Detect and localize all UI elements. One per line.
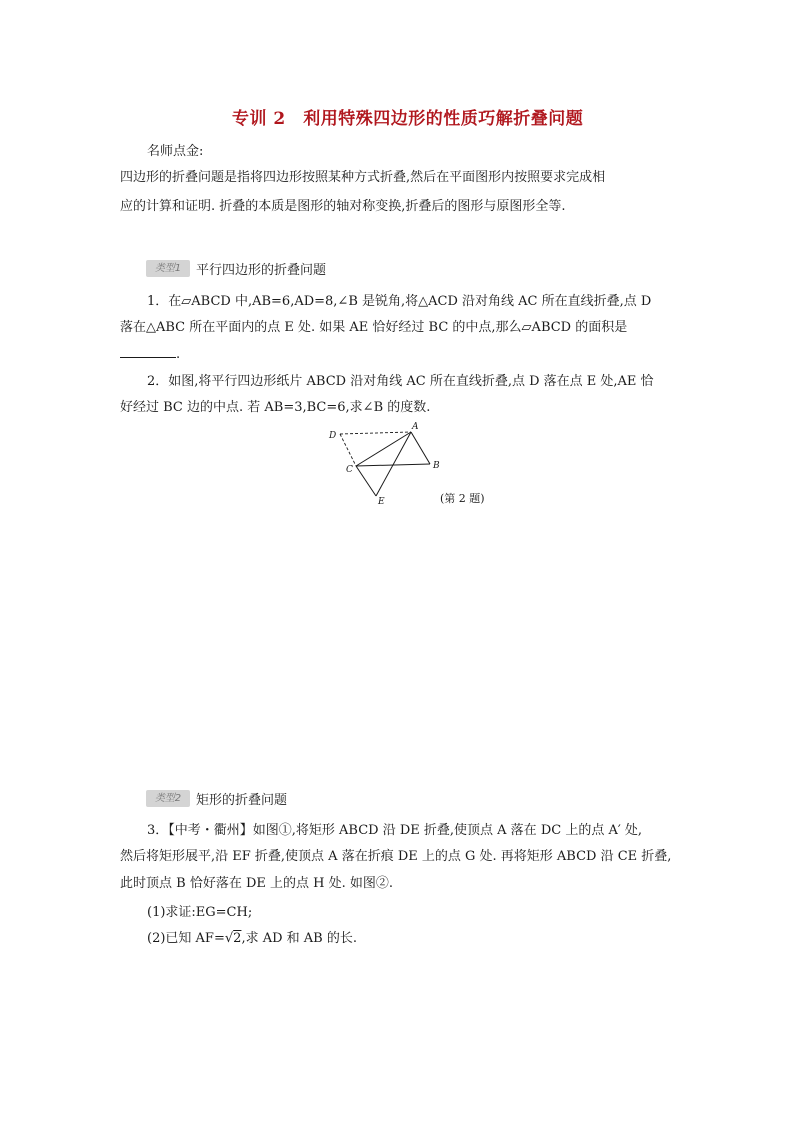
q3-part-2-post: ,求 AD 和 AB 的长. — [241, 931, 357, 946]
q1-line-3 — [120, 345, 180, 363]
edge-DA — [340, 432, 411, 434]
q1-line-1: 1．在▱ABCD 中,AB=6,AD=8,∠B 是锐角,将△ACD 沿对角线 AC 所在直线折叠,点 D — [147, 294, 652, 309]
label-C: C — [346, 465, 353, 475]
edge-AE — [376, 432, 411, 496]
type2-label: 矩形的折叠问题 — [196, 793, 288, 808]
edge-AB — [411, 432, 430, 464]
sqrt-symbol: √ — [224, 931, 234, 946]
q3-line-1: 3．【中考・衢州】如图①,将矩形 ABCD 沿 DE 折叠,使顶点 A 落在 DC 上的点 A′ 处, — [147, 823, 643, 838]
edge-DC — [340, 434, 356, 466]
edge-CE — [356, 466, 376, 496]
page-title: 专训 2 利用特殊四边形的性质巧解折叠问题 — [232, 109, 584, 129]
label-A: A — [412, 422, 419, 432]
type2-badge: 类型2 — [146, 790, 190, 807]
sqrt-radicand: 2 — [233, 931, 242, 946]
q1-line-2: 落在△ABC 所在平面内的点 E 处. 如果 AE 恰好经过 BC 的中点,那么▱ABCD 的面积是 — [120, 320, 628, 335]
label-B: B — [433, 461, 440, 471]
type1-heading — [146, 259, 326, 278]
label-D: D — [329, 431, 337, 441]
q2-figure — [320, 418, 520, 510]
type2-heading — [146, 789, 287, 808]
type1-badge: 类型1 — [146, 260, 190, 277]
intro-line-2: 应的计算和证明. 折叠的本质是图形的轴对称变换,折叠后的图形与原图形全等. — [120, 199, 566, 214]
q3-part-1: (1)求证:EG=CH; — [147, 905, 253, 920]
q3-line-3: 此时顶点 B 恰好落在 DE 上的点 H 处. 如图②. — [120, 876, 393, 891]
type1-label: 平行四边形的折叠问题 — [196, 263, 327, 278]
q3-part-2 — [147, 931, 357, 947]
edge-CA — [356, 432, 411, 466]
q3-line-2: 然后将矩形展平,沿 EF 折叠,使顶点 A 落在折痕 DE 上的点 G 处. 再将矩形 ABCD 沿 CE 折叠, — [120, 849, 672, 864]
intro-line-1: 四边形的折叠问题是指将四边形按照某种方式折叠,然后在平面图形内按照要求完成相 — [120, 170, 606, 185]
q2-line-2: 好经过 BC 边的中点. 若 AB=3,BC=6,求∠B 的度数. — [120, 400, 431, 415]
q1-line-3-end: . — [176, 347, 181, 362]
q3-part-2-pre: (2)已知 AF= — [147, 931, 225, 946]
intro-label: 名师点金: — [147, 144, 204, 159]
q2-figure-caption: (第 2 题) — [440, 492, 485, 505]
label-E: E — [378, 497, 385, 507]
answer-blank — [120, 345, 176, 358]
q2-line-1: 2．如图,将平行四边形纸片 ABCD 沿对角线 AC 所在直线折叠,点 D 落在点 E 处,AE 恰 — [147, 374, 654, 389]
